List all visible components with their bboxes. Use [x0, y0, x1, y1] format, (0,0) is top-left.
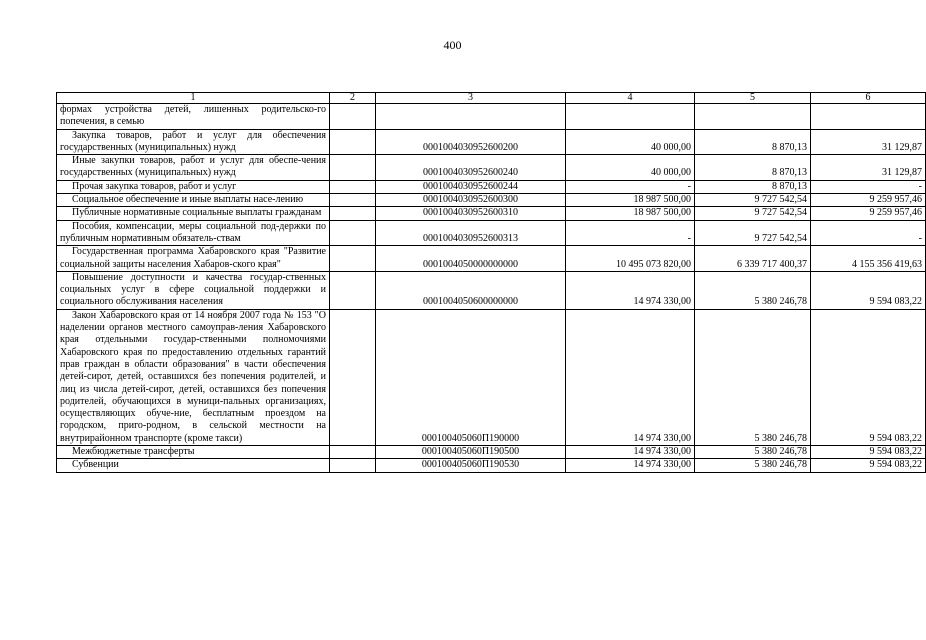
- row-plan-amount-cell: 40 000,00: [566, 155, 695, 181]
- budget-table: [56, 92, 926, 473]
- table-row: [57, 194, 926, 207]
- column-number-header-row: [57, 93, 926, 104]
- row-name-cell: Социальное обеспечение и иные выплаты насе-лению: [57, 194, 330, 207]
- row-col2-cell: [330, 207, 376, 220]
- row-plan-amount-cell: 18 987 500,00: [566, 194, 695, 207]
- row-code-cell: 0001004030952600244: [376, 180, 566, 193]
- row-remaining-amount-cell: 9 594 083,22: [811, 271, 926, 309]
- table-row: [57, 155, 926, 181]
- row-name-cell: Закон Хабаровского края от 14 ноября 2007 года № 153 "О наделении органов местного самоуправ-ления Хабаровского края отдельными государ-ственными полномочиями Хабаровского края по предоставлению отдельных гарантий прав граждан в области образования" в части обеспечения детей-сирот, детей, оставшихся без попечения родителей, и лиц из числа детей-сирот, детей, оставшихся без попечения родителей, обучающихся в муници-пальных организациях, осуществляющих обуче-ние, бесплатным проездом на городском, приго-родном, в сельской местности на внутрирайонном транспорте (кроме такси): [57, 309, 330, 445]
- row-executed-amount-cell: 5 380 246,78: [695, 271, 811, 309]
- row-col2-cell: [330, 271, 376, 309]
- table-row: [57, 180, 926, 193]
- row-executed-amount-cell: 5 380 246,78: [695, 446, 811, 459]
- row-executed-amount-cell: 5 380 246,78: [695, 459, 811, 472]
- table-row: [57, 246, 926, 272]
- table-row: [57, 129, 926, 155]
- row-col2-cell: [330, 446, 376, 459]
- row-executed-amount-cell: 5 380 246,78: [695, 309, 811, 445]
- table-row: [57, 104, 926, 130]
- row-plan-amount-cell: 40 000,00: [566, 129, 695, 155]
- row-name-cell: Государственная программа Хабаровского края "Развитие социальной защиты населения Хабаров-ского края": [57, 246, 330, 272]
- row-name-cell: Закупка товаров, работ и услуг для обеспечения государственных (муниципальных) нужд: [57, 129, 330, 155]
- row-plan-amount-cell: 14 974 330,00: [566, 459, 695, 472]
- row-col2-cell: [330, 194, 376, 207]
- row-name-cell: Публичные нормативные социальные выплаты гражданам: [57, 207, 330, 220]
- column-header: 5: [695, 93, 811, 104]
- row-remaining-amount-cell: -: [811, 220, 926, 246]
- row-executed-amount-cell: 8 870,13: [695, 180, 811, 193]
- row-executed-amount-cell: 9 727 542,54: [695, 220, 811, 246]
- row-plan-amount-cell: -: [566, 220, 695, 246]
- row-remaining-amount-cell: 31 129,87: [811, 155, 926, 181]
- row-executed-amount-cell: 8 870,13: [695, 155, 811, 181]
- row-code-cell: 0001004030952600300: [376, 194, 566, 207]
- row-name-cell: Иные закупки товаров, работ и услуг для обеспе-чения государственных (муниципальных) нужд: [57, 155, 330, 181]
- table-row: [57, 220, 926, 246]
- row-code-cell: 000100405060П190500: [376, 446, 566, 459]
- row-name-cell: Прочая закупка товаров, работ и услуг: [57, 180, 330, 193]
- row-code-cell: 000100405060П190530: [376, 459, 566, 472]
- row-name-cell: Субвенции: [57, 459, 330, 472]
- row-name-cell: Пособия, компенсации, меры социальной под-держки по публичным нормативным обязатель-ствам: [57, 220, 330, 246]
- row-plan-amount-cell: 14 974 330,00: [566, 309, 695, 445]
- table-row: [57, 446, 926, 459]
- row-remaining-amount-cell: 4 155 356 419,63: [811, 246, 926, 272]
- row-remaining-amount-cell: 9 594 083,22: [811, 309, 926, 445]
- row-remaining-amount-cell: 9 594 083,22: [811, 446, 926, 459]
- row-col2-cell: [330, 459, 376, 472]
- row-col2-cell: [330, 309, 376, 445]
- column-header: 3: [376, 93, 566, 104]
- row-plan-amount-cell: [566, 104, 695, 130]
- row-col2-cell: [330, 180, 376, 193]
- row-remaining-amount-cell: 9 259 957,46: [811, 207, 926, 220]
- table-row: [57, 459, 926, 472]
- row-code-cell: 0001004030952600200: [376, 129, 566, 155]
- row-remaining-amount-cell: [811, 104, 926, 130]
- row-executed-amount-cell: 8 870,13: [695, 129, 811, 155]
- table-row: [57, 207, 926, 220]
- row-code-cell: 0001004030952600313: [376, 220, 566, 246]
- row-code-cell: 0001004030952600310: [376, 207, 566, 220]
- column-header: 2: [330, 93, 376, 104]
- row-col2-cell: [330, 104, 376, 130]
- row-col2-cell: [330, 129, 376, 155]
- row-name-cell: Межбюджетные трансферты: [57, 446, 330, 459]
- row-executed-amount-cell: 9 727 542,54: [695, 207, 811, 220]
- row-remaining-amount-cell: 31 129,87: [811, 129, 926, 155]
- row-code-cell: 0001004050600000000: [376, 271, 566, 309]
- column-header: 1: [57, 93, 330, 104]
- row-code-cell: 0001004030952600240: [376, 155, 566, 181]
- row-plan-amount-cell: -: [566, 180, 695, 193]
- row-remaining-amount-cell: -: [811, 180, 926, 193]
- table-row: [57, 309, 926, 445]
- row-name-cell: Повышение доступности и качества государ-ственных социальных услуг в сфере социальной поддержки и социального обслуживания населения: [57, 271, 330, 309]
- row-executed-amount-cell: [695, 104, 811, 130]
- column-header: 6: [811, 93, 926, 104]
- row-plan-amount-cell: 10 495 073 820,00: [566, 246, 695, 272]
- row-code-cell: 0001004050000000000: [376, 246, 566, 272]
- row-plan-amount-cell: 14 974 330,00: [566, 446, 695, 459]
- column-header: 4: [566, 93, 695, 104]
- row-name-cell: формах устройства детей, лишенных родительско-го попечения, в семью: [57, 104, 330, 130]
- row-plan-amount-cell: 14 974 330,00: [566, 271, 695, 309]
- row-col2-cell: [330, 220, 376, 246]
- row-code-cell: 000100405060П190000: [376, 309, 566, 445]
- row-col2-cell: [330, 246, 376, 272]
- row-executed-amount-cell: 6 339 717 400,37: [695, 246, 811, 272]
- table-row: [57, 271, 926, 309]
- row-remaining-amount-cell: 9 259 957,46: [811, 194, 926, 207]
- row-code-cell: [376, 104, 566, 130]
- row-executed-amount-cell: 9 727 542,54: [695, 194, 811, 207]
- row-col2-cell: [330, 155, 376, 181]
- page-number: 400: [443, 38, 462, 52]
- row-plan-amount-cell: 18 987 500,00: [566, 207, 695, 220]
- row-remaining-amount-cell: 9 594 083,22: [811, 459, 926, 472]
